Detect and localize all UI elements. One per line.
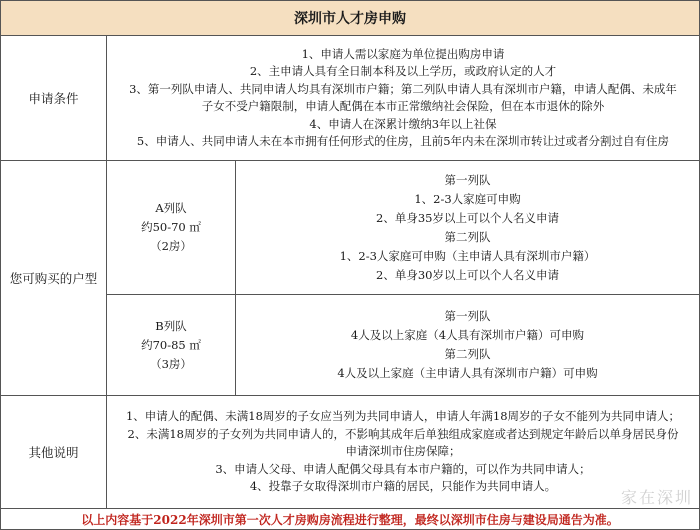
condition-line: 1、申请人需以家庭为单位提出购房申请 — [301, 46, 505, 61]
other-notes-label: 其他说明 — [1, 396, 107, 508]
other-notes-row — [1, 396, 699, 509]
conditions-content — [107, 36, 699, 160]
condition-line: 3、第一列队申请人、共同申请人均具有深圳市户籍；第二列队申请人具有深圳市户籍，申请人配偶、未成年 — [129, 81, 677, 96]
conditions-row — [1, 36, 699, 161]
note-line: 2、未满18周岁的子女列为共同申请人的，不影响其成年后单独组成家庭或者达到规定年龄后以单身居民身份 — [127, 426, 679, 441]
queue-b-area: 约70-85 ㎡ — [141, 337, 201, 352]
queue-b-line: 第二列队 — [444, 347, 491, 361]
queue-a-row — [107, 161, 699, 295]
queue-b-content — [236, 295, 699, 395]
table-title: 深圳市人才房申购 — [1, 1, 699, 36]
queue-b-line: 第一列队 — [444, 309, 491, 323]
queue-a-content — [236, 161, 699, 294]
queue-a-line: 2、单身30岁以上可以个人名义申请 — [376, 267, 559, 282]
watermark: 家在深圳 — [620, 488, 693, 507]
other-notes-content — [107, 396, 699, 508]
queue-a-line: 1、2-3人家庭可申购（主申请人具有深圳市户籍） — [339, 248, 596, 263]
unit-types-row — [1, 161, 699, 396]
note-line: 3、申请人父母、申请人配偶父母具有本市户籍的，可以作为共同申请人； — [215, 461, 591, 476]
footer-note: 以上内容基于2022年深圳市第一次人才房购房流程进行整理，最终以深圳市住房与建设局通告为准。 — [81, 512, 619, 527]
queue-b-label — [107, 295, 236, 395]
queue-b-line: 4人及以上家庭（4人具有深圳市户籍）可申购 — [350, 328, 585, 342]
queue-b-row — [107, 295, 699, 395]
note-line: 4、投靠子女取得深圳市户籍的居民，只能作为共同申请人。 — [249, 479, 557, 494]
queue-b-name: B列队 — [155, 318, 187, 333]
queue-a-line: 2、单身35岁以上可以个人名义申请 — [376, 210, 559, 225]
queue-a-line: 第一列队 — [444, 172, 491, 187]
condition-line: 子女不受户籍限制，申请人配偶在本市正常缴纳社会保险，但在本市退休的除外 — [201, 99, 605, 113]
condition-line: 5、申请人、共同申请人未在本市拥有任何形式的住房，且前5年内未在深圳市转让过或者分割过自有住房 — [136, 134, 670, 148]
queue-a-line: 1、2-3人家庭可申购 — [414, 191, 521, 206]
condition-line: 2、主申请人具有全日制本科及以上学历，或政府认定的人才 — [249, 64, 557, 78]
conditions-label: 申请条件 — [1, 36, 107, 160]
condition-line: 4、申请人在深累计缴纳3年以上社保 — [309, 116, 497, 131]
queue-a-label — [107, 161, 236, 294]
note-line: 申请深圳市住房保障； — [345, 444, 461, 459]
queue-a-rooms: （2房） — [150, 239, 192, 253]
queue-a-name: A列队 — [155, 201, 187, 215]
queue-a-line: 第二列队 — [444, 229, 491, 244]
queue-b-rooms: （3房） — [150, 356, 192, 371]
queue-a-area: 约50-70 ㎡ — [141, 220, 201, 234]
note-line: 1、申请人的配偶、未满18周岁的子女应当列为共同申请人，申请人年满18周岁的子女不能列为共同申请人； — [125, 409, 681, 424]
unit-types-label: 您可购买的户型 — [1, 161, 107, 395]
queue-b-line: 4人及以上家庭（主申请人具有深圳市户籍）可申购 — [337, 366, 598, 380]
